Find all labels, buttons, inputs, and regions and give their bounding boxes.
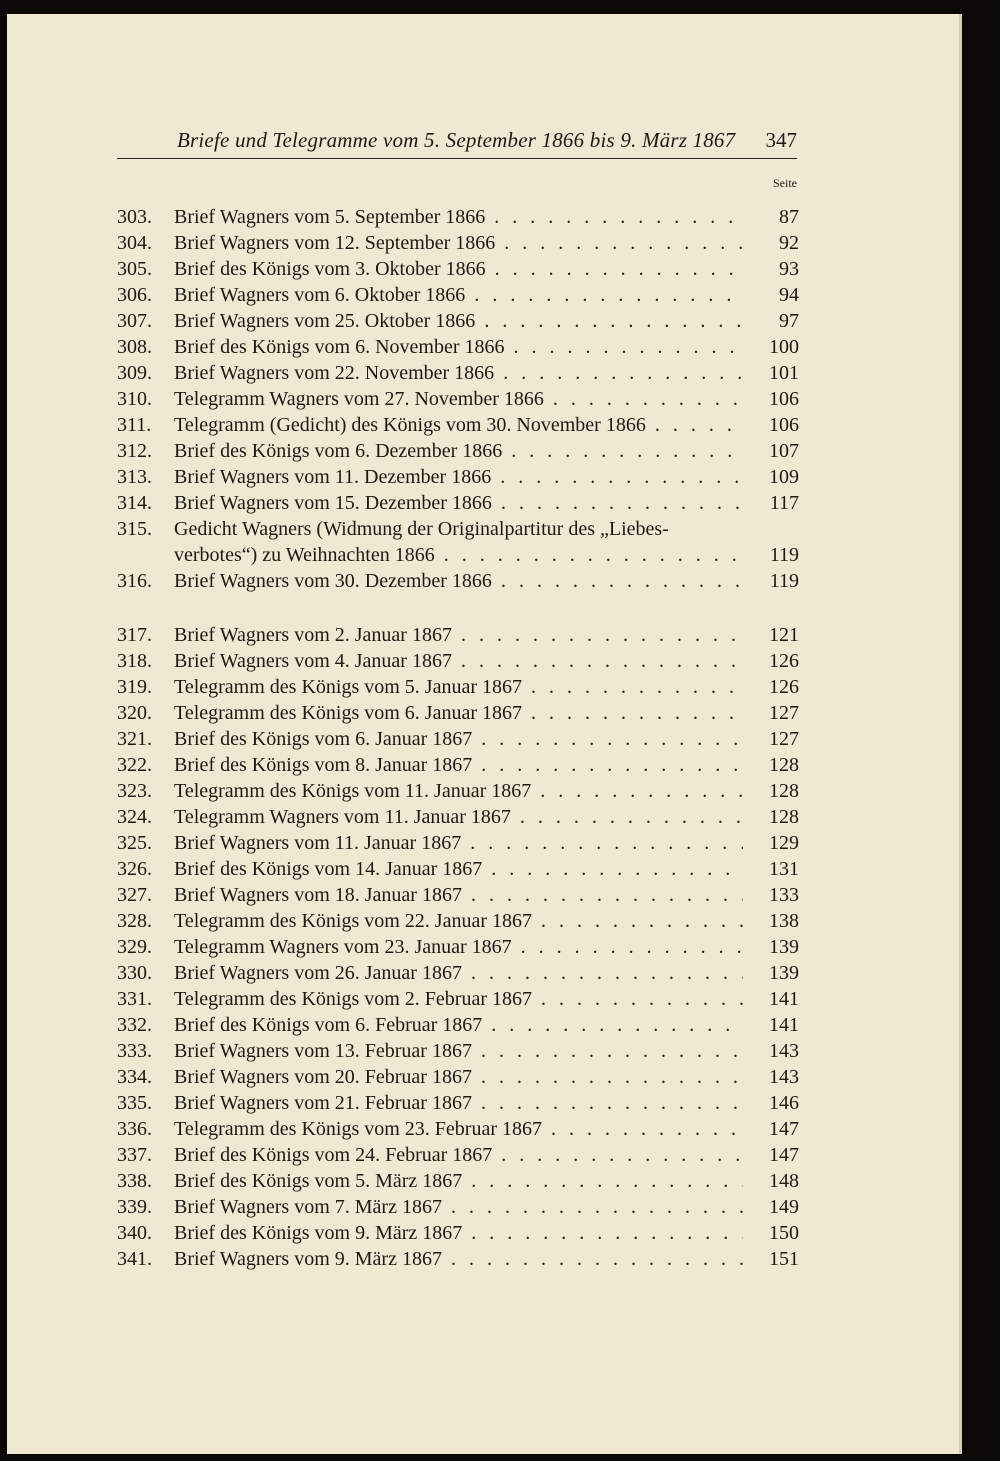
entry-page: 150 (769, 1222, 799, 1244)
entry-page: 127 (769, 702, 799, 724)
toc-entry (117, 778, 799, 804)
entry-title: Brief Wagners vom 4. Januar 1867 . . . (174, 648, 743, 674)
entry-title: Telegramm des Königs vom 22. Januar 1867 . . . (174, 908, 743, 934)
entry-page: 131 (769, 858, 799, 880)
toc-entry (117, 308, 799, 334)
entry-title: Brief Wagners vom 20. Februar 1867 . . . (174, 1064, 743, 1090)
toc-entry (117, 490, 799, 516)
entry-number: 326. (117, 858, 152, 880)
toc-entry (117, 1090, 799, 1116)
entry-number: 325. (117, 832, 152, 854)
entry-number: 306. (117, 284, 152, 306)
entry-title: Brief des Königs vom 8. Januar 1867 . . . (174, 752, 743, 778)
toc-entry (117, 752, 799, 778)
entry-title-continuation: verbotes“) zu Weihnachten 1866 . . . (174, 542, 743, 568)
entry-number: 309. (117, 362, 152, 384)
entry-page: 117 (769, 492, 799, 514)
entry-title: Brief des Königs vom 3. Oktober 1866 . . . (174, 256, 743, 282)
toc-entry (117, 1246, 799, 1272)
entry-page: 93 (779, 258, 799, 280)
page-number: 347 (765, 128, 797, 152)
entry-title: Brief des Königs vom 6. Februar 1867 . . . (174, 1012, 743, 1038)
toc-entry (117, 882, 799, 908)
toc-entry (117, 1064, 799, 1090)
entry-number: 303. (117, 206, 152, 228)
toc-entry (117, 1012, 799, 1038)
entry-number: 322. (117, 754, 152, 776)
entry-number: 316. (117, 570, 152, 592)
toc-entry (117, 204, 799, 230)
entry-title: Telegramm des Königs vom 5. Januar 1867 . . . (174, 674, 743, 700)
entry-title: Brief Wagners vom 2. Januar 1867 . . . (174, 622, 743, 648)
entry-title: Brief des Königs vom 6. November 1866 . . . (174, 334, 743, 360)
entry-title: Brief Wagners vom 11. Dezember 1866 . . . (174, 464, 743, 490)
toc-entry (117, 1038, 799, 1064)
entry-title: Brief des Königs vom 24. Februar 1867 . . . (174, 1142, 743, 1168)
entry-number: 305. (117, 258, 152, 280)
entry-page: 101 (769, 362, 799, 384)
toc-entry (117, 934, 799, 960)
entry-page: 138 (769, 910, 799, 932)
entry-number: 311. (117, 414, 152, 436)
running-head-title: Briefe und Telegramme vom 5. September 1866 bis 9. März 1867 (177, 128, 736, 152)
entry-page: 141 (769, 1014, 799, 1036)
entry-number: 332. (117, 1014, 152, 1036)
entry-number: 321. (117, 728, 152, 750)
entry-number: 328. (117, 910, 152, 932)
entry-page: 139 (769, 962, 799, 984)
entry-title: Brief Wagners vom 9. März 1867 . . . (174, 1246, 743, 1272)
toc-entry (117, 464, 799, 490)
entry-title: Brief Wagners vom 26. Januar 1867 . . . (174, 960, 743, 986)
entry-page: 109 (769, 466, 799, 488)
entry-title: Telegramm des Königs vom 6. Januar 1867 . . . (174, 700, 743, 726)
entry-number: 337. (117, 1144, 152, 1166)
entry-title: Brief Wagners vom 7. März 1867 . . . (174, 1194, 743, 1220)
entry-page: 107 (769, 440, 799, 462)
toc-entry (117, 1116, 799, 1142)
toc-entry (117, 256, 799, 282)
toc-entry (117, 1220, 799, 1246)
entry-number: 335. (117, 1092, 152, 1114)
toc-entry (117, 1168, 799, 1194)
entry-page: 147 (769, 1144, 799, 1166)
running-head (117, 128, 797, 159)
entry-page: 92 (779, 232, 799, 254)
toc-entry (117, 1142, 799, 1168)
toc-entry (117, 856, 799, 882)
entry-title: Brief Wagners vom 30. Dezember 1866 . . . (174, 568, 743, 594)
entry-number: 307. (117, 310, 152, 332)
entry-title: Brief des Königs vom 6. Januar 1867 . . . (174, 726, 743, 752)
entry-number: 312. (117, 440, 152, 462)
toc-entry (117, 360, 799, 386)
toc-entry (117, 622, 799, 648)
book-page (7, 14, 962, 1454)
entry-page: 146 (769, 1092, 799, 1114)
toc-entry (117, 726, 799, 752)
entry-page: 128 (769, 754, 799, 776)
entry-title: Brief Wagners vom 6. Oktober 1866 . . . (174, 282, 743, 308)
entry-title: Brief Wagners vom 5. September 1866 . . . (174, 204, 743, 230)
entry-page: 141 (769, 988, 799, 1010)
entry-number: 313. (117, 466, 152, 488)
entry-title: Brief des Königs vom 9. März 1867 . . . (174, 1220, 743, 1246)
entry-number: 319. (117, 676, 152, 698)
toc-entry (117, 830, 799, 856)
entry-number: 318. (117, 650, 152, 672)
entry-title: Gedicht Wagners (Widmung der Originalpartitur des „Liebes- (174, 518, 669, 540)
entry-title: Telegramm (Gedicht) des Königs vom 30. November 1866 . . . (174, 412, 743, 438)
toc-entry (117, 674, 799, 700)
entry-title: Brief des Königs vom 6. Dezember 1866 . . . (174, 438, 743, 464)
entry-title: Telegramm Wagners vom 11. Januar 1867 . . . (174, 804, 743, 830)
entry-page: 126 (769, 650, 799, 672)
entry-page: 119 (769, 570, 799, 592)
entry-number: 310. (117, 388, 152, 410)
toc-entry (117, 230, 799, 256)
entry-title: Brief Wagners vom 18. Januar 1867 . . . (174, 882, 743, 908)
entry-title: Telegramm des Königs vom 2. Februar 1867 . . . (174, 986, 743, 1012)
entry-title: Brief Wagners vom 15. Dezember 1866 . . . (174, 490, 743, 516)
toc-entry (117, 282, 799, 308)
entry-page: 94 (779, 284, 799, 306)
toc-entry (117, 438, 799, 464)
entry-title: Brief Wagners vom 12. September 1866 . . . (174, 230, 743, 256)
entry-title: Brief Wagners vom 22. November 1866 . . . (174, 360, 743, 386)
entry-title: Brief Wagners vom 13. Februar 1867 . . . (174, 1038, 743, 1064)
toc-entry (117, 986, 799, 1012)
entry-number: 334. (117, 1066, 152, 1088)
toc-entry (117, 386, 799, 412)
entry-title: Brief des Königs vom 5. März 1867 . . . (174, 1168, 743, 1194)
entry-number: 341. (117, 1248, 152, 1270)
entry-page: 143 (769, 1040, 799, 1062)
toc-entry (117, 1194, 799, 1220)
entry-page: 100 (769, 336, 799, 358)
entry-title: Brief Wagners vom 11. Januar 1867 . . . (174, 830, 743, 856)
entry-page: 119 (769, 544, 799, 566)
entry-number: 331. (117, 988, 152, 1010)
entry-title: Telegramm Wagners vom 27. November 1866 . . . (174, 386, 743, 412)
entry-page: 106 (769, 388, 799, 410)
entry-page: 143 (769, 1066, 799, 1088)
entry-title: Brief des Königs vom 14. Januar 1867 . . . (174, 856, 743, 882)
entry-title: Brief Wagners vom 21. Februar 1867 . . . (174, 1090, 743, 1116)
entry-number: 308. (117, 336, 152, 358)
entry-number: 304. (117, 232, 152, 254)
entry-number: 315. (117, 518, 152, 540)
toc-entry (117, 908, 799, 934)
entry-number: 317. (117, 624, 152, 646)
toc-entry (117, 648, 799, 674)
entry-number: 330. (117, 962, 152, 984)
entry-number: 333. (117, 1040, 152, 1062)
toc-entry (117, 700, 799, 726)
entry-page: 149 (769, 1196, 799, 1218)
toc-entry (117, 516, 799, 566)
entry-number: 327. (117, 884, 152, 906)
entry-page: 121 (769, 624, 799, 646)
entry-number: 320. (117, 702, 152, 724)
entry-page: 128 (769, 806, 799, 828)
entry-page: 127 (769, 728, 799, 750)
toc-entry (117, 804, 799, 830)
entry-title: Brief Wagners vom 25. Oktober 1866 . . . (174, 308, 743, 334)
entry-number: 339. (117, 1196, 152, 1218)
entry-page: 151 (769, 1248, 799, 1270)
entry-number: 314. (117, 492, 152, 514)
entry-page: 148 (769, 1170, 799, 1192)
entry-page: 126 (769, 676, 799, 698)
entry-title: Telegramm Wagners vom 23. Januar 1867 . . . (174, 934, 743, 960)
entry-page: 133 (769, 884, 799, 906)
entry-title: Telegramm des Königs vom 11. Januar 1867 . . . (174, 778, 743, 804)
entry-number: 323. (117, 780, 152, 802)
entry-number: 336. (117, 1118, 152, 1140)
entry-page: 128 (769, 780, 799, 802)
entry-page: 87 (779, 206, 799, 228)
seite-column-label: Seite (773, 176, 797, 190)
entry-page: 106 (769, 414, 799, 436)
entry-number: 324. (117, 806, 152, 828)
entry-number: 329. (117, 936, 152, 958)
entry-page: 139 (769, 936, 799, 958)
toc-entry (117, 960, 799, 986)
toc-entry (117, 568, 799, 594)
toc-entry (117, 412, 799, 438)
entry-number: 340. (117, 1222, 152, 1244)
entry-page: 97 (779, 310, 799, 332)
entry-page: 129 (769, 832, 799, 854)
entry-page: 147 (769, 1118, 799, 1140)
entry-number: 338. (117, 1170, 152, 1192)
toc-entry (117, 334, 799, 360)
entry-title: Telegramm des Königs vom 23. Februar 1867 . . . (174, 1116, 743, 1142)
